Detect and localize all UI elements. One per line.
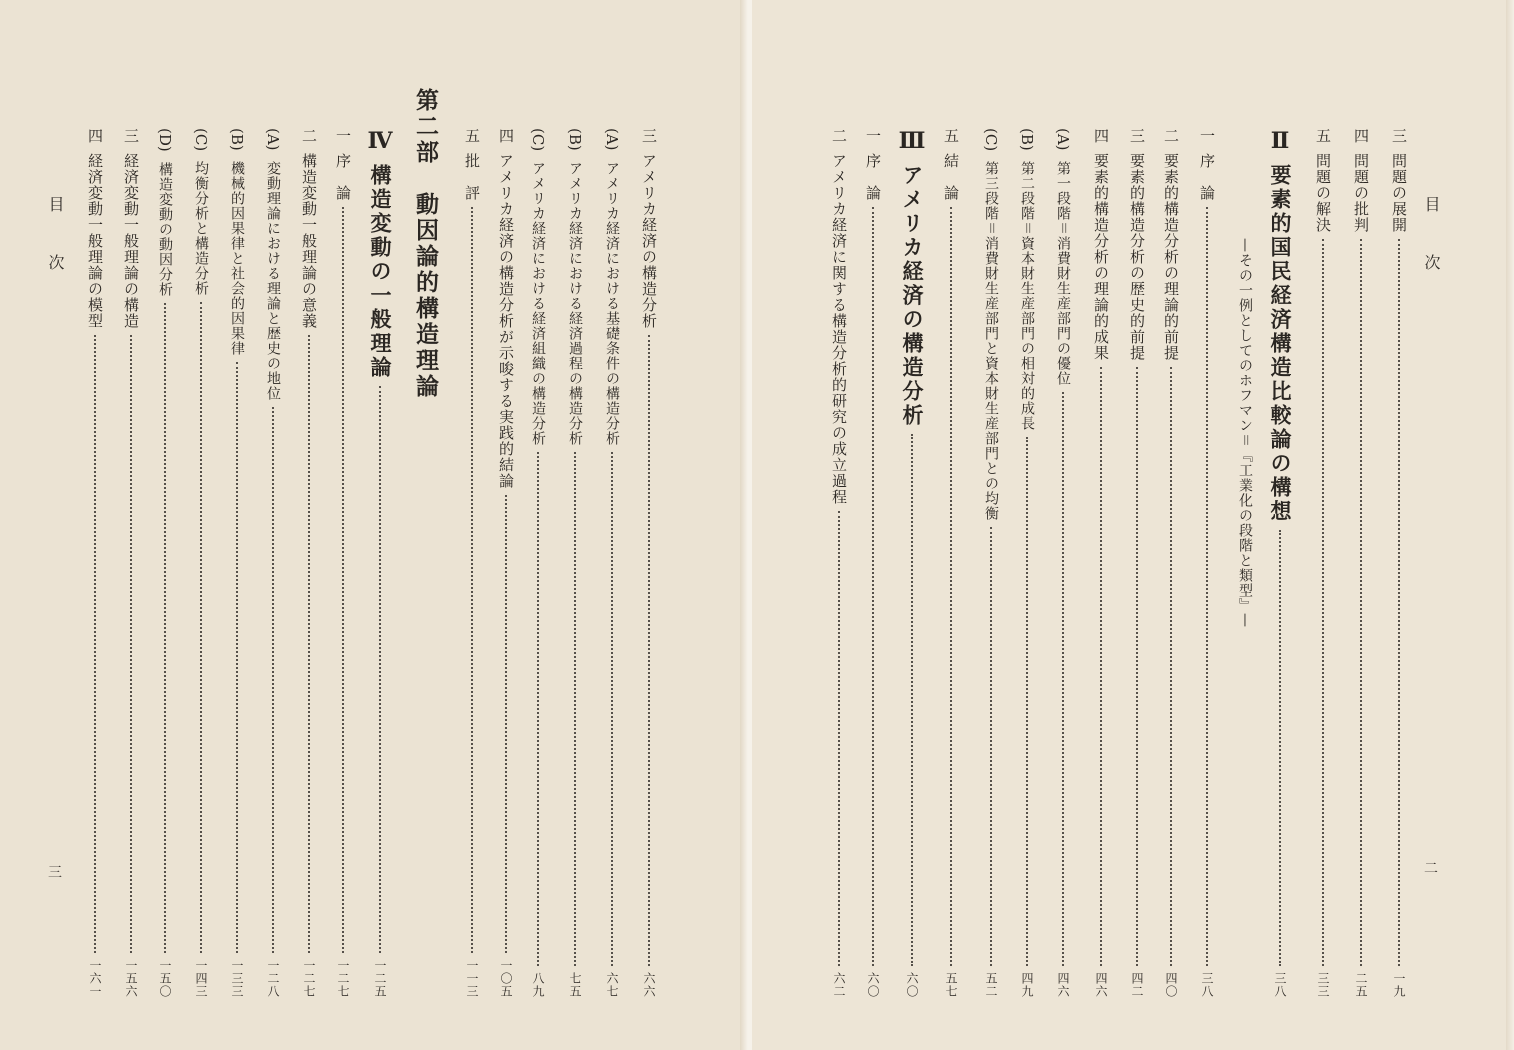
toc-entry <box>1346 128 1376 998</box>
toc-entry-page: 七五 <box>568 972 582 998</box>
toc-entry-number: 五 <box>1314 128 1332 143</box>
toc-entry-number: (A) <box>264 128 282 151</box>
dot-leader <box>1322 239 1324 966</box>
page-header: 目次 <box>1422 196 1441 312</box>
toc-entry <box>294 128 324 998</box>
toc-entry <box>1156 128 1186 998</box>
toc-entry-page: 一一三 <box>465 959 479 998</box>
dot-leader <box>990 527 992 966</box>
toc-entry-number: 三 <box>640 128 658 143</box>
toc-entry-number: 四 <box>1092 128 1110 143</box>
toc-entry-title: 批 評 <box>463 153 481 201</box>
toc-entry-title: 構造変動の動因分析 <box>157 161 173 297</box>
toc-entry-title: 第一段階＝消費財生産部門の優位 <box>1055 160 1071 386</box>
toc-entry <box>597 128 627 998</box>
toc-entry-title: 第三段階＝消費財生産部門と資本財生産部門との均衡 <box>983 161 999 522</box>
toc-entry <box>80 128 110 998</box>
toc-entry-title: 序 論 <box>1198 153 1216 201</box>
toc-entry-page: 五二 <box>984 972 998 998</box>
dot-leader <box>94 335 96 953</box>
toc-entry <box>1308 128 1338 998</box>
chapter-number: Ⅲ <box>899 128 925 154</box>
dot-leader <box>838 511 840 966</box>
toc-entry <box>1086 128 1116 998</box>
toc-entry <box>222 128 252 998</box>
toc-entry-number: 一 <box>864 128 882 143</box>
dot-leader <box>872 207 874 966</box>
toc-entry-page: 六〇 <box>866 972 880 998</box>
chapter-number: Ⅱ <box>1267 128 1293 154</box>
toc-entry-title: アメリカ経済における基礎条件の構造分析 <box>604 160 620 446</box>
dot-leader <box>648 335 650 966</box>
toc-entry-number: 四 <box>497 128 515 143</box>
toc-entry-number: 二 <box>1162 128 1180 143</box>
dot-leader <box>505 495 507 953</box>
chapter-title: 要素的国民経済構造比較論の構想 <box>1268 164 1293 524</box>
toc-entry <box>634 128 664 998</box>
dot-leader <box>272 407 274 953</box>
toc-entry-title: 序 論 <box>864 153 882 201</box>
toc-entry <box>858 128 888 998</box>
dot-leader <box>130 335 132 953</box>
chapter-entry <box>894 128 930 998</box>
toc-entry-page: 一六一 <box>88 959 102 998</box>
toc-entry-page: 四九 <box>1020 972 1034 998</box>
toc-entry-number: 一 <box>334 128 352 143</box>
toc-entry <box>824 128 854 998</box>
chapter-subtitle-text: —その一例としてのホフマン＝『工業化の段階と類型』— <box>1237 238 1253 628</box>
toc-entry <box>1012 128 1042 998</box>
toc-entry <box>1122 128 1152 998</box>
toc-entry-page: 一二五 <box>373 959 387 998</box>
toc-entry-number: (A) <box>1054 128 1072 151</box>
toc-entry <box>258 128 288 998</box>
toc-entry-title: アメリカ経済の構造分析 <box>640 153 658 329</box>
toc-entry-page: 六〇 <box>905 972 919 998</box>
chapter-title: アメリカ経済の構造分析 <box>900 164 925 428</box>
dot-leader <box>1026 437 1028 966</box>
chapter-entry <box>362 128 398 998</box>
toc-entry <box>1048 128 1078 998</box>
toc-entry-number: (B) <box>566 128 584 151</box>
toc-entry <box>150 128 180 998</box>
toc-entry <box>523 128 553 998</box>
toc-entry <box>1192 128 1222 998</box>
toc-entry-title: アメリカ経済における経済過程の構造分析 <box>567 160 583 446</box>
toc-entry-title: 問題の批判 <box>1352 153 1370 233</box>
toc-entry-number: (C) <box>529 128 547 152</box>
toc-entry-number: (C) <box>192 128 210 152</box>
toc-entry-page: 一二七 <box>336 959 350 998</box>
chapter-title: 構造変動の一般理論 <box>368 164 393 380</box>
toc-entry-page: 六六 <box>642 972 656 998</box>
toc-entry-number: 五 <box>463 128 481 143</box>
page-header: 目次 <box>46 196 65 312</box>
toc-entry-number: 二 <box>300 128 318 143</box>
dot-leader <box>1398 239 1400 966</box>
toc-entry-page: 四六 <box>1094 972 1108 998</box>
toc-entry-title: 結 論 <box>942 153 960 201</box>
toc-entry-title: 構造変動一般理論の意義 <box>300 153 318 329</box>
toc-entry-page: 五七 <box>944 972 958 998</box>
toc-entry-number: 四 <box>86 128 104 143</box>
page-folio: 三 <box>48 865 62 881</box>
left-page <box>0 0 746 1050</box>
toc-entry-page: 一二七 <box>302 959 316 998</box>
toc-entry-title: 問題の解決 <box>1314 153 1332 233</box>
toc-entry <box>457 128 487 998</box>
part-heading <box>406 88 444 958</box>
toc-entry-page: 一五〇 <box>158 959 172 998</box>
toc-entry-page: 一九 <box>1392 972 1406 998</box>
toc-entry-number: (B) <box>228 128 246 151</box>
toc-entry-number: 一 <box>1198 128 1216 143</box>
dot-leader <box>379 386 381 953</box>
toc-entry <box>1384 128 1414 998</box>
dot-leader <box>950 207 952 966</box>
page-edge <box>1506 0 1514 1050</box>
dot-leader <box>1279 530 1281 966</box>
chapter-number: Ⅳ <box>367 128 393 154</box>
toc-entry-title: 経済変動一般理論の構造 <box>122 153 140 329</box>
toc-entry <box>976 128 1006 998</box>
toc-entry-page: 一三三 <box>230 959 244 998</box>
toc-entry-page: 三八 <box>1273 972 1287 998</box>
toc-entry-page: 一二八 <box>266 959 280 998</box>
toc-entry-title: 要素的構造分析の理論的成果 <box>1092 153 1110 361</box>
dot-leader <box>471 207 473 953</box>
toc-entry-title: アメリカ経済の構造分析が示唆する実践的結論 <box>497 153 515 489</box>
toc-entry <box>328 128 358 998</box>
part-title: 第二部 動因論的構造理論 <box>412 88 439 400</box>
dot-leader <box>1062 392 1064 966</box>
toc-entry-number: (D) <box>156 128 174 152</box>
toc-entry-number: 三 <box>1128 128 1146 143</box>
toc-entry-title: 均衡分析と構造分析 <box>193 161 209 297</box>
toc-entry-number: (C) <box>982 128 1000 152</box>
toc-entry-number: (A) <box>603 128 621 151</box>
toc-entry-page: 二五 <box>1354 972 1368 998</box>
dot-leader <box>1100 367 1102 966</box>
toc-entry-page: 四六 <box>1056 972 1070 998</box>
toc-entry-page: 一五六 <box>124 959 138 998</box>
toc-entry-title: 要素的構造分析の歴史的前提 <box>1128 153 1146 361</box>
toc-entry-page: 三八 <box>1200 972 1214 998</box>
toc-entry-page: 六二 <box>832 972 846 998</box>
toc-entry-title: 要素的構造分析の理論的前提 <box>1162 153 1180 361</box>
chapter-entry <box>1262 128 1298 998</box>
toc-entry-title: 問題の展開 <box>1390 153 1408 233</box>
toc-entry-title: アメリカ経済に関する構造分析的研究の成立過程 <box>830 153 848 505</box>
toc-entry-title: 変動理論における理論と歴史の地位 <box>265 160 281 401</box>
toc-entry <box>491 128 521 998</box>
toc-entry-title: 第二段階＝資本財生産部門の相対的成長 <box>1019 160 1035 431</box>
dot-leader <box>1360 239 1362 966</box>
toc-entry <box>560 128 590 998</box>
chapter-subtitle <box>1230 128 1260 998</box>
toc-entry-number: 五 <box>942 128 960 143</box>
toc-entry-number: 四 <box>1352 128 1370 143</box>
toc-entry <box>186 128 216 998</box>
toc-entry-number: 二 <box>830 128 848 143</box>
dot-leader <box>1170 367 1172 966</box>
dot-leader <box>574 452 576 966</box>
dot-leader <box>1206 207 1208 966</box>
dot-leader <box>911 434 913 966</box>
toc-entry-page: 一〇五 <box>499 959 513 998</box>
dot-leader <box>1136 367 1138 966</box>
toc-entry-title: 経済変動一般理論の模型 <box>86 153 104 329</box>
toc-entry-title: 序 論 <box>334 153 352 201</box>
toc-entry-number: (B) <box>1018 128 1036 151</box>
toc-entry-page: 三三 <box>1316 972 1330 998</box>
dot-leader <box>236 362 238 953</box>
toc-entry-page: 八九 <box>531 972 545 998</box>
dot-leader <box>164 303 166 953</box>
dot-leader <box>342 207 344 953</box>
toc-entry-number: 三 <box>1390 128 1408 143</box>
right-page <box>752 0 1514 1050</box>
page-folio: 二 <box>1424 861 1438 877</box>
dot-leader <box>308 335 310 953</box>
dot-leader <box>537 452 539 966</box>
toc-entry-title: アメリカ経済における経済組織の構造分析 <box>530 161 546 447</box>
dot-leader <box>611 452 613 966</box>
dot-leader <box>200 302 202 953</box>
toc-entry-title: 機械的因果律と社会的因果律 <box>229 160 245 356</box>
toc-entry-page: 四二 <box>1130 972 1144 998</box>
toc-entry-page: 四〇 <box>1164 972 1178 998</box>
toc-entry-page: 一四三 <box>194 959 208 998</box>
toc-entry <box>936 128 966 998</box>
toc-entry <box>116 128 146 998</box>
toc-entry-number: 三 <box>122 128 140 143</box>
toc-entry-page: 六七 <box>605 972 619 998</box>
